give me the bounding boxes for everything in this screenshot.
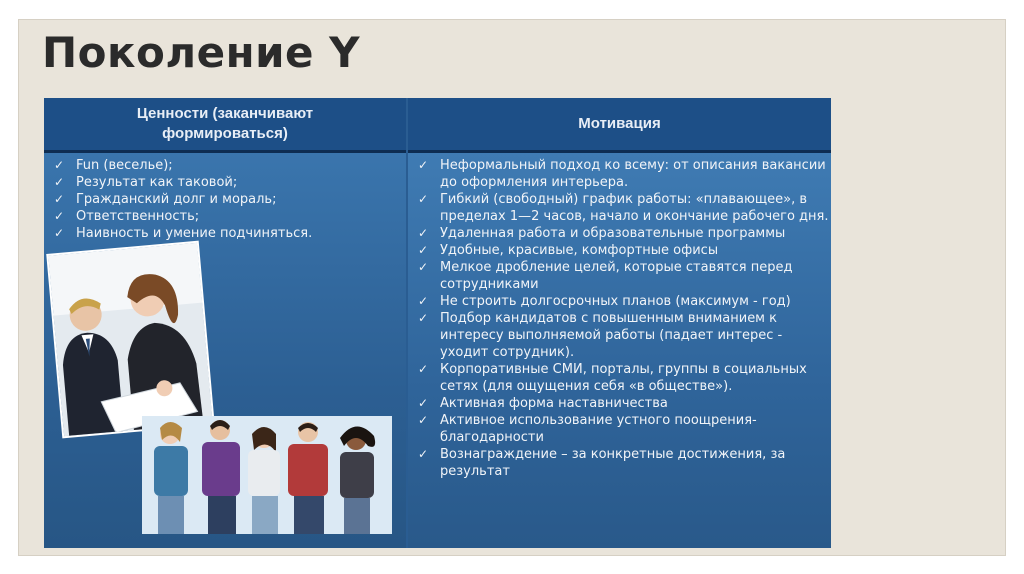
motivation-list bbox=[408, 157, 831, 480]
check-mark-icon: ✓ bbox=[54, 226, 65, 240]
list-item: ✓ Не строить долгосрочных планов (максимум - год) bbox=[418, 294, 791, 309]
check-mark-icon: ✓ bbox=[418, 447, 429, 461]
check-mark-icon: ✓ bbox=[418, 396, 429, 410]
check-mark-icon: ✓ bbox=[418, 311, 429, 325]
check-mark-icon: ✓ bbox=[418, 413, 429, 427]
list-item: ✓ Активное использование устного поощрения-благодарности bbox=[418, 413, 757, 445]
motivation-column bbox=[408, 153, 831, 548]
header-motivation bbox=[408, 98, 831, 153]
young-people-photo bbox=[142, 416, 392, 534]
list-item: ✓ Мелкое дробление целей, которые ставятся перед сотрудниками bbox=[418, 260, 793, 292]
check-mark-icon: ✓ bbox=[54, 158, 65, 172]
check-mark-icon: ✓ bbox=[54, 175, 65, 189]
header-motivation-label: Мотивация bbox=[578, 115, 661, 132]
slide-title: Поколение Y bbox=[42, 28, 361, 77]
header-values-label: Ценности (заканчивают формироваться) bbox=[136, 105, 314, 142]
list-item: ✓ Результат как таковой; bbox=[54, 175, 238, 190]
list-item: ✓ Наивность и умение подчиняться. bbox=[54, 226, 313, 241]
check-mark-icon: ✓ bbox=[418, 294, 429, 308]
check-mark-icon: ✓ bbox=[418, 158, 429, 172]
list-item: ✓ Гражданский долг и мораль; bbox=[54, 192, 277, 207]
list-item: ✓ Корпоративные СМИ, порталы, группы в социальных сетях (для ощущения себя «в обществе»). bbox=[418, 362, 807, 394]
office-workers-photo bbox=[46, 241, 215, 439]
check-mark-icon: ✓ bbox=[54, 192, 65, 206]
list-item: ✓ Ответственность; bbox=[54, 209, 200, 224]
list-item: ✓ Fun (веселье); bbox=[54, 158, 173, 173]
check-mark-icon: ✓ bbox=[418, 192, 429, 206]
header-values bbox=[44, 98, 406, 153]
office-workers-illustration bbox=[48, 243, 214, 439]
check-mark-icon: ✓ bbox=[418, 260, 429, 274]
list-item: ✓ Удобные, красивые, комфортные офисы bbox=[418, 243, 719, 258]
check-mark-icon: ✓ bbox=[418, 362, 429, 376]
check-mark-icon: ✓ bbox=[418, 226, 429, 240]
list-item: ✓ Активная форма наставничества bbox=[418, 396, 668, 411]
values-list bbox=[44, 157, 406, 242]
young-people-illustration bbox=[142, 416, 392, 534]
check-mark-icon: ✓ bbox=[54, 209, 65, 223]
list-item: ✓ Подбор кандидатов с повышенным вниманием к интересу выполняемой работы (падает интерес - уходит сотрудник). bbox=[418, 311, 783, 360]
list-item: ✓ Неформальный подход ко всему: от описания вакансии до оформления интерьера. bbox=[418, 158, 826, 190]
list-item: ✓ Вознаграждение – за конкретные достижения, за результат bbox=[418, 447, 786, 479]
list-item: ✓ Удаленная работа и образовательные программы bbox=[418, 226, 786, 241]
list-item: ✓ Гибкий (свободный) график работы: «плавающее», в пределах 1—2 часов, начало и окончание рабочего дня. bbox=[418, 192, 829, 224]
check-mark-icon: ✓ bbox=[418, 243, 429, 257]
